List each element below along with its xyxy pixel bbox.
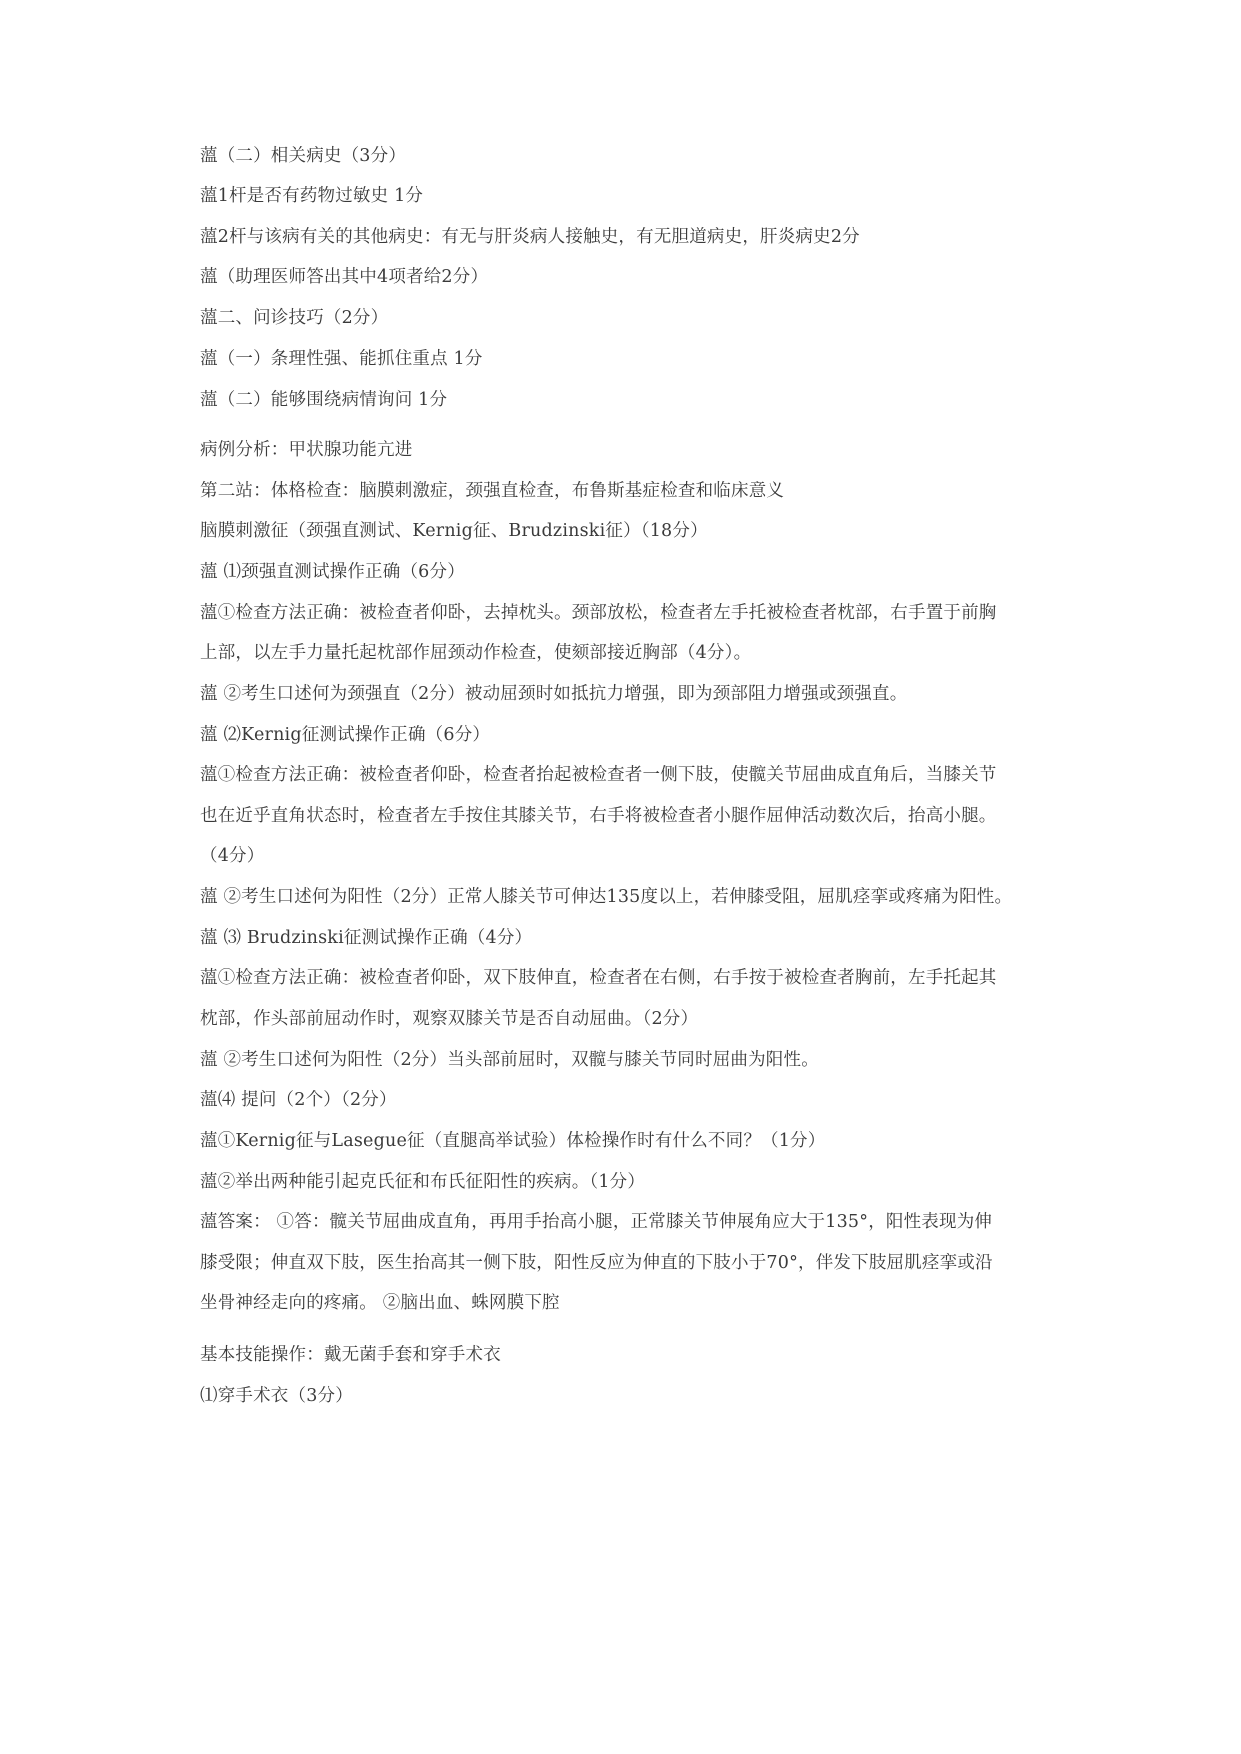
text-line: 薀 ⑴颈强直测试操作正确（6分） — [200, 562, 465, 582]
text-line: 薀（一）条理性强、能抓住重点 1分 — [200, 349, 483, 369]
text-line: 薀 ⑵Kernig征测试操作正确（6分） — [200, 725, 491, 745]
text-line: 上部，以左手力量托起枕部作屈颈动作检查，使颏部接近胸部（4分）。 — [200, 643, 752, 663]
text-line: 病例分析：甲状腺功能亢进 — [200, 440, 413, 460]
text-line: ⑴穿手术衣（3分） — [200, 1386, 353, 1406]
text-line: 薀 ②考生口述何为阳性（2分）正常人膝关节可伸达135度以上，若伸膝受阻，屈肌痉挛或疼痛为阳性。 — [200, 887, 1013, 907]
text-line: 薀②举出两种能引起克氏征和布氏征阳性的疾病。（1分） — [200, 1172, 646, 1192]
text-line: 第二站：体格检查：脑膜刺激症，颈强直检查，布鲁斯基症检查和临床意义 — [200, 481, 785, 501]
text-line: 坐骨神经走向的疼痛。 ②脑出血、蛛网膜下腔 — [200, 1293, 560, 1313]
text-line: 薀 ②考生口述何为阳性（2分）当头部前屈时，双髋与膝关节同时屈曲为阳性。 — [200, 1050, 819, 1070]
text-line: 薀（二）相关病史（3分） — [200, 146, 407, 166]
text-line: 膝受限；伸直双下肢，医生抬高其一侧下肢，阳性反应为伸直的下肢小于70°，伴发下肢屈肌痉挛或沿 — [200, 1253, 993, 1273]
text-line: 薀（二）能够围绕病情询问 1分 — [200, 390, 448, 410]
text-line: 薀 ⑶ Brudzinski征测试操作正确（4分） — [200, 928, 533, 948]
text-line: 薀①检查方法正确：被检查者仰卧，检查者抬起被检查者一侧下肢，使髋关节屈曲成直角后，当膝关节 — [200, 765, 997, 785]
text-line: 枕部，作头部前屈动作时，观察双膝关节是否自动屈曲。（2分） — [200, 1009, 699, 1029]
text-line: （4分） — [200, 846, 265, 866]
text-line: 薀①Kernig征与Lasegue征（直腿高举试验）体检操作时有什么不同？（1分） — [200, 1131, 826, 1151]
text-line: 脑膜刺激征（颈强直测试、Kernig征、Brudzinski征）（18分） — [200, 521, 708, 541]
text-line: 薀⑷ 提问（2个）（2分） — [200, 1090, 397, 1110]
text-line: 也在近乎直角状态时，检查者左手按住其膝关节，右手将被检查者小腿作屈伸活动数次后，抬高小腿。 — [200, 806, 997, 826]
text-line: 薀①检查方法正确：被检查者仰卧，双下肢伸直，检查者在右侧，右手按于被检查者胸前，左手托起其 — [200, 968, 997, 988]
text-line: 薀2杆与该病有关的其他病史：有无与肝炎病人接触史，有无胆道病史，肝炎病史2分 — [200, 227, 860, 247]
text-line: 基本技能操作：戴无菌手套和穿手术衣 — [200, 1345, 501, 1365]
text-line: 薀二、问诊技巧（2分） — [200, 308, 389, 328]
text-line: 薀①检查方法正确：被检查者仰卧，去掉枕头。颈部放松，检查者左手托被检查者枕部，右手置于前胸 — [200, 603, 997, 623]
text-line: 薀（助理医师答出其中4项者给2分） — [200, 267, 489, 287]
text-line: 薀 ②考生口述何为颈强直（2分）被动屈颈时如抵抗力增强，即为颈部阻力增强或颈强直。 — [200, 684, 908, 704]
text-line: 薀答案： ①答：髋关节屈曲成直角，再用手抬高小腿，正常膝关节伸展角应大于135°，阳性表现为伸 — [200, 1212, 993, 1232]
text-line: 薀1杆是否有药物过敏史 1分 — [200, 186, 424, 206]
